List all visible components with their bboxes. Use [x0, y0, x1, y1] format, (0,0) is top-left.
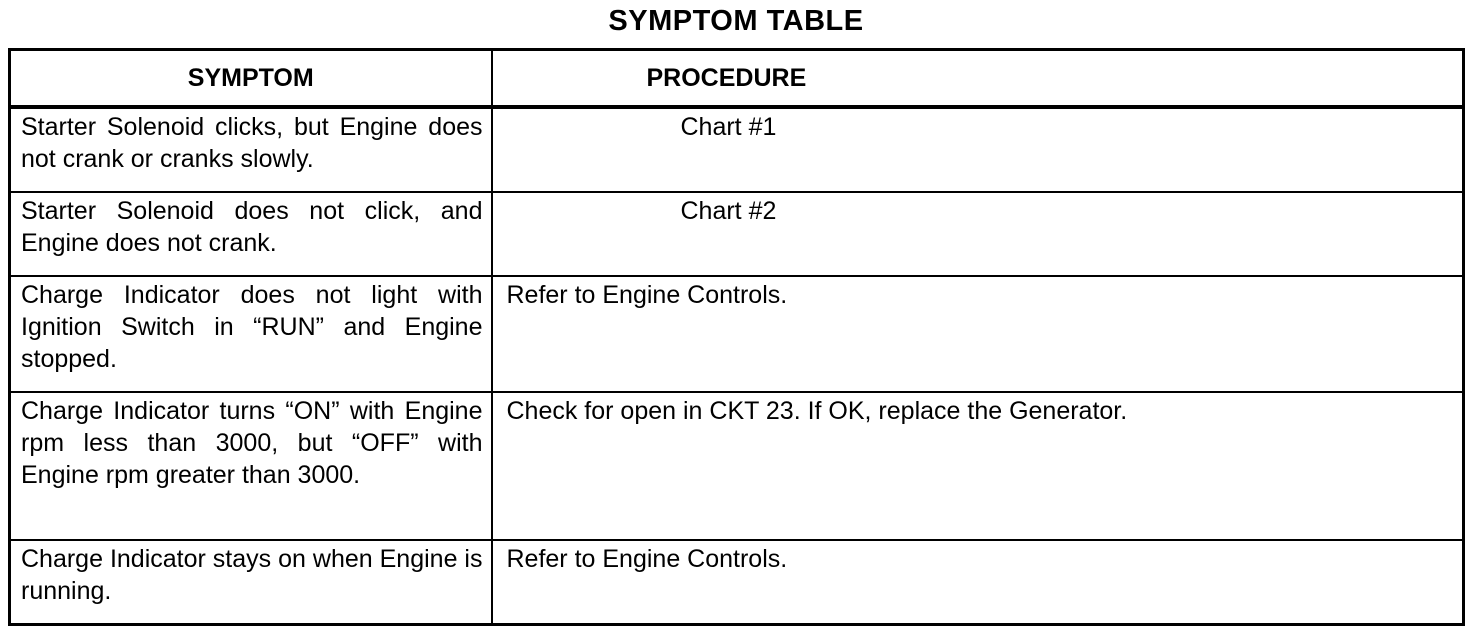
- procedure-cell: Refer to Engine Controls.: [492, 276, 1464, 392]
- table-row: [10, 276, 1464, 392]
- symptom-cell: Charge Indicator stays on when Engine is running.: [10, 540, 492, 625]
- procedure-cell: Refer to Engine Controls.: [492, 540, 1464, 625]
- procedure-cell: Chart #1: [492, 107, 1464, 192]
- page-title: SYMPTOM TABLE: [608, 5, 864, 37]
- column-header-symptom: SYMPTOM: [10, 50, 492, 108]
- procedure-cell: Check for open in CKT 23. If OK, replace the Generator.: [492, 392, 1464, 540]
- table-row: [10, 540, 1464, 625]
- symptom-cell: Charge Indicator does not light with Ignition Switch in “RUN” and Engine stopped.: [10, 276, 492, 392]
- symptom-cell: Starter Solenoid clicks, but Engine does not crank or cranks slowly.: [10, 107, 492, 192]
- symptom-cell: Charge Indicator turns “ON” with Engine rpm less than 3000, but “OFF” with Engine rpm greater than 3000.: [10, 392, 492, 540]
- column-header-procedure: PROCEDURE: [492, 50, 1464, 108]
- symptom-table: [8, 48, 1465, 626]
- symptom-cell: Starter Solenoid does not click, and Engine does not crank.: [10, 192, 492, 276]
- table-row: [10, 392, 1464, 540]
- table-row: [10, 107, 1464, 192]
- procedure-cell: Chart #2: [492, 192, 1464, 276]
- table-row: [10, 192, 1464, 276]
- table-header-row: [10, 50, 1464, 108]
